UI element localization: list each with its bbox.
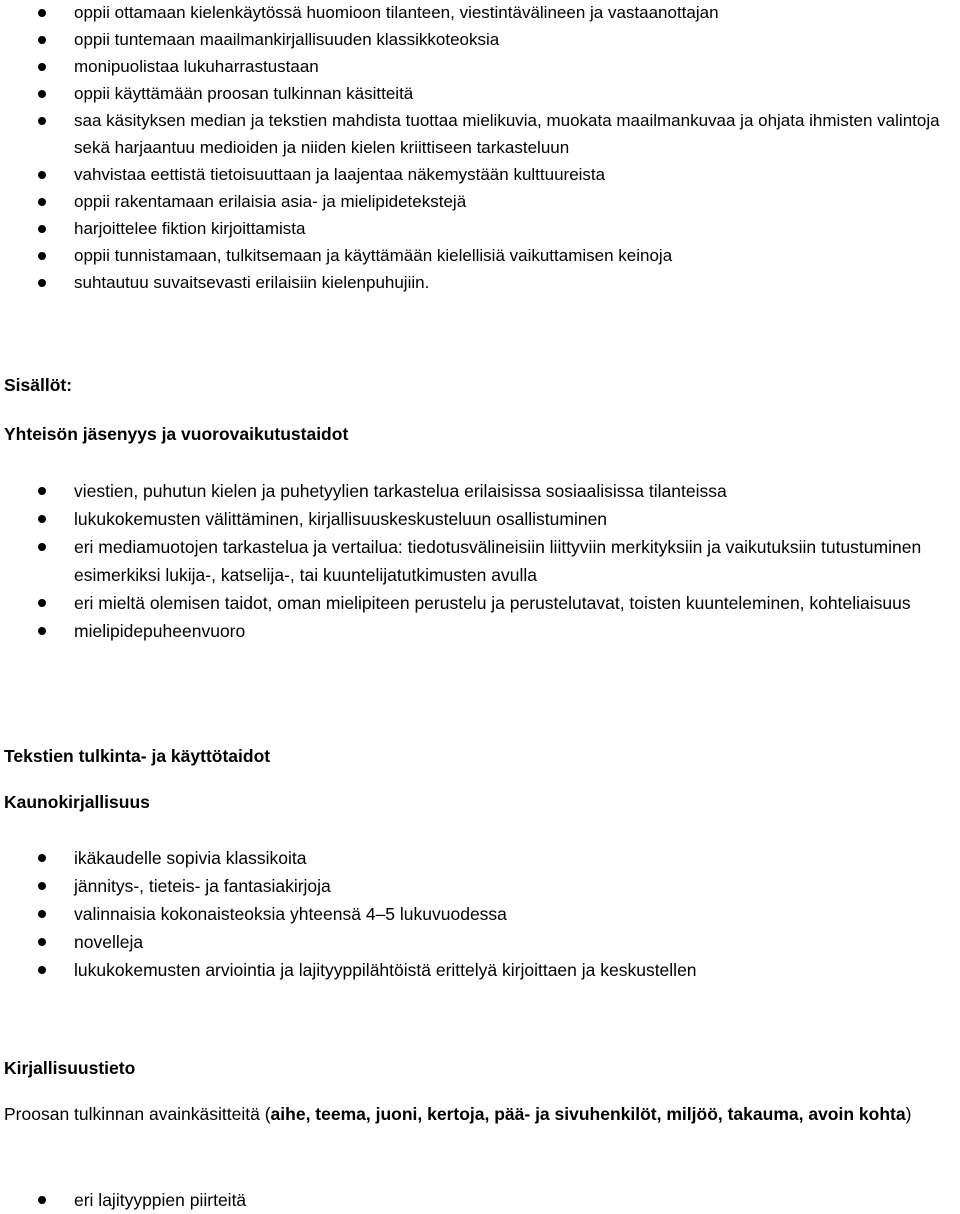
section3-list xyxy=(0,1186,960,1214)
bullet-icon xyxy=(38,63,46,71)
bullet-icon xyxy=(38,910,46,918)
section2-list xyxy=(0,844,960,984)
concepts-paragraph xyxy=(4,1100,956,1128)
list-item: oppii rakentamaan erilaisia asia- ja mielipidetekstejä xyxy=(0,188,960,215)
bullet-icon xyxy=(38,117,46,125)
bullet-icon xyxy=(38,9,46,17)
bullet-icon xyxy=(38,36,46,44)
list-item: harjoittelee fiktion kirjoittamista xyxy=(0,215,960,242)
bullet-icon xyxy=(38,198,46,206)
list-item: valinnaisia kokonaisteoksia yhteensä 4–5 lukuvuodessa xyxy=(0,900,960,928)
bullet-icon xyxy=(38,882,46,890)
bullet-icon xyxy=(38,599,46,607)
bullet-icon xyxy=(38,515,46,523)
list-item: monipuolistaa lukuharrastustaan xyxy=(0,53,960,80)
section1-list xyxy=(0,477,960,645)
list-item: oppii tuntemaan maailmankirjallisuuden klassikkoteoksia xyxy=(0,26,960,53)
bullet-icon xyxy=(38,279,46,287)
list-item: oppii tunnistamaan, tulkitsemaan ja käyttämään kielellisiä vaikuttamisen keinoja xyxy=(0,242,960,269)
list-item: eri mediamuotojen tarkastelua ja vertailua: tiedotusvälineisiin liittyviin merkityksiin ja vaikutuksiin tutustuminen esimerkiksi lukija-, katselija-, tai kuuntelijatutkimusten avulla xyxy=(0,533,960,589)
list-item: viestien, puhutun kielen ja puhetyylien tarkastelua erilaisissa sosiaalisissa tilanteissa xyxy=(0,477,960,505)
section-heading: Yhteisön jäsenyys ja vuorovaikutustaidot xyxy=(4,424,349,444)
objectives-list xyxy=(0,0,960,296)
bullet-icon xyxy=(38,487,46,495)
bullet-icon xyxy=(38,90,46,98)
list-item: lukukokemusten välittäminen, kirjallisuuskeskusteluun osallistuminen xyxy=(0,505,960,533)
contents-title: Sisällöt: xyxy=(4,375,73,395)
bullet-icon xyxy=(38,627,46,635)
list-item: suhtautuu suvaitsevasti erilaisiin kielenpuhujiin. xyxy=(0,269,960,296)
paragraph-prefix: Proosan tulkinnan avainkäsitteitä ( xyxy=(4,1104,271,1124)
section-heading: Tekstien tulkinta- ja käyttötaidot xyxy=(4,746,271,766)
section-subheading: Kaunokirjallisuus xyxy=(4,792,150,812)
list-item: ikäkaudelle sopivia klassikoita xyxy=(0,844,960,872)
list-item: oppii ottamaan kielenkäytössä huomioon tilanteen, viestintävälineen ja vastaanottajan xyxy=(0,0,960,26)
list-item: oppii käyttämään proosan tulkinnan käsitteitä xyxy=(0,80,960,107)
section-heading: Kirjallisuustieto xyxy=(4,1058,136,1078)
paragraph-suffix: ) xyxy=(905,1104,912,1124)
list-item: mielipidepuheenvuoro xyxy=(0,617,960,645)
bullet-icon xyxy=(38,225,46,233)
list-item: vahvistaa eettistä tietoisuuttaan ja laajentaa näkemystään kulttuureista xyxy=(0,161,960,188)
list-item: jännitys-, tieteis- ja fantasiakirjoja xyxy=(0,872,960,900)
bullet-icon xyxy=(38,171,46,179)
list-item: novelleja xyxy=(0,928,960,956)
bullet-icon xyxy=(38,543,46,551)
list-item: lukukokemusten arviointia ja lajityyppilähtöistä erittelyä kirjoittaen ja keskustellen xyxy=(0,956,960,984)
list-item: eri mieltä olemisen taidot, oman mielipiteen perustelu ja perustelutavat, toisten kuunteleminen, kohteliaisuus xyxy=(0,589,960,617)
bullet-icon xyxy=(38,252,46,260)
bullet-icon xyxy=(38,1196,46,1204)
bullet-icon xyxy=(38,966,46,974)
list-item: saa käsityksen median ja tekstien mahdista tuottaa mielikuvia, muokata maailmankuvaa ja ohjata ihmisten valintoja sekä harjaantuu medioiden ja niiden kielen kriittiseen tarkasteluun xyxy=(0,107,960,161)
list-item: eri lajityyppien piirteitä xyxy=(0,1186,960,1214)
paragraph-concepts: aihe, teema, juoni, kertoja, pää- ja sivuhenkilöt, miljöö, takauma, avoin kohta xyxy=(270,1104,906,1124)
bullet-icon xyxy=(38,938,46,946)
bullet-icon xyxy=(38,854,46,862)
